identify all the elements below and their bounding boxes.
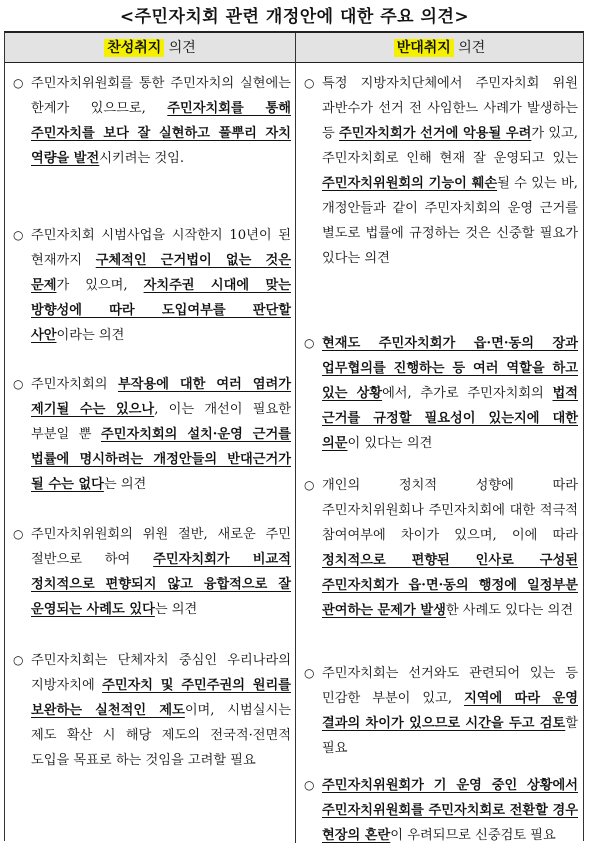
oppose-item-text [322,661,578,761]
emphasized-text: 부작용에 대한 여러 염려가 제기될 수는 있으나 [31,377,291,417]
body-text: 주민자치회는 단체자치 중심인 우리나라의 지방자치에 [31,653,291,693]
body-text: 는 의견 [154,602,198,617]
emphasized-text: 주민자치위원회가 기 운영 중인 상황에서 주민자치위원회를 주민자치회로 전환할 경우 현장의 혼란 [322,778,578,843]
bullet-icon: ○ [304,666,315,680]
table-header [5,33,583,63]
header-oppose [296,33,583,63]
oppose-item-text [322,71,578,271]
page-title: <주민자치회 관련 개정안에 대한 주요 의견> [119,7,470,27]
emphasized-text: 법적 근거를 규정할 필요성이 있는지에 대한 의문 [322,386,578,451]
body-text: 에서, 추가로 주민자치회의 [382,386,553,401]
emphasized-text: 주민자치 및 주민주권의 원리를 보완하는 실천적인 제도 [31,678,291,718]
emphasized-text: 주민자치회를 통해 주민자치를 보다 잘 실현하고 풀뿌리 자치 역량을 발전 [31,101,291,166]
header-support [5,33,295,63]
oppose-item-text [322,773,578,848]
column-divider [295,33,296,843]
body-text: 이 우려되므로 신중검토 필요 [390,828,556,843]
body-text: 주민자치위원회를 통한 주민자치의 실현에는 한계가 있으므로, [31,76,291,116]
support-item [11,223,291,348]
emphasized-text: 주민자치회의 설치·운영 근거를 법률에 명시하려는 개정안들의 반대근거가 될 수는 없다 [31,427,291,492]
support-item-text [31,372,291,497]
body-text: 이 있다는 의견 [347,436,433,451]
support-item [11,648,291,773]
emphasized-text: 현재도 주민자치회가 읍·면·동의 장과 업무협의를 진행하는 등 여러 역할을 하고 있는 상황 [322,336,578,401]
emphasized-text: 자치주권 시대에 맞는 방향성에 따라 도입여부를 판단할 사안 [31,278,291,343]
body-text: 특정 지방자치단체에서 주민자치회 위원 과반수가 선거 전 사임한느 사례가 발생하는 등 [322,76,578,141]
body-text: 할 필요 [322,716,578,756]
body-text: 주민자치위원회의 위원 절반, 새로운 주민 절반으로 하여 [31,527,291,567]
body-text: 주민자치회는 선거와도 관련되어 있는 등 민감한 부분이 있고, [322,666,578,706]
support-item-text [31,71,291,171]
support-item-text [31,522,291,622]
emphasized-text: 주민자치위원회의 기능이 훼손 [322,176,498,191]
oppose-item [302,473,578,623]
bullet-icon: ○ [13,653,24,667]
bullet-icon: ○ [13,527,24,541]
oppose-item-text [322,331,578,456]
bullet-icon: ○ [13,228,24,242]
bullet-icon: ○ [13,377,24,391]
body-text: 이며, 시범실시는 제도 확산 시 해당 제도의 전국적·전면적 도입을 목표로 하는 것임을 고려할 필요 [31,703,291,768]
support-item [11,372,291,497]
oppose-item [302,661,578,761]
emphasized-text: 주민자치회가 비교적 정치적으로 편향되지 않고 융합적으로 잘 운영되는 사례도 있다 [31,552,291,617]
body-text: 이라는 의견 [56,328,125,343]
oppose-item-text [322,473,578,623]
support-item [11,71,291,171]
oppose-item [302,331,578,456]
body-text: 주민자치회 시범사업을 시작한지 10년이 된 현재까지 [31,228,291,268]
oppose-item [302,773,578,848]
header-oppose-highlight: 반대취지 [394,39,454,57]
support-item-text [31,648,291,773]
body-text: 는 의견 [103,477,147,492]
bullet-icon: ○ [304,76,315,90]
body-text: 시키려는 것임. [99,151,185,166]
bullet-icon: ○ [304,336,315,350]
header-support-label: 의견 [164,40,196,56]
bullet-icon: ○ [304,778,315,792]
body-text: 가 있으며, [56,278,144,293]
oppose-item [302,71,578,271]
header-support-highlight: 찬성취지 [104,39,164,57]
header-oppose-label: 의견 [453,40,486,56]
bullet-icon: ○ [304,478,315,492]
body-text: 개인의 정치적 성향에 따라 주민자치위원회나 주민자치회에 대한 적극적 참여여부에 차이가 있으며, 이에 따라 [322,478,578,543]
body-text: 주민자치회의 [31,377,118,392]
emphasized-text: 지역에 따라 운영 결과의 차이가 있으므로 시간을 두고 검토 [322,691,578,731]
bullet-icon: ○ [13,76,24,90]
support-item-text [31,223,291,348]
support-item [11,522,291,622]
body-text: 가 있고, 주민자치회로 인해 현재 잘 운영되고 있는 [322,126,578,166]
emphasized-text: 구체적인 근거법이 없는 것은 문제 [31,253,291,293]
emphasized-text: 주민자치회가 선거에 악용될 우려 [339,126,532,141]
opinion-table [4,31,584,841]
body-text: 될 수 있는 바, 개정안들과 같이 주민자치회의 운영 근거를 별도로 법률에 규정하는 것은 신중할 필요가 있다는 의견 [322,176,578,266]
body-text: 한 사례도 있다는 의견 [445,603,574,618]
body-text: , 이는 개선이 필요한 부분일 뿐 [31,402,291,442]
emphasized-text: 정치적으로 편향된 인사로 구성된 주민자치회가 읍·면·동의 행정에 일정부분 관여하는 문제가 발생 [322,553,578,618]
